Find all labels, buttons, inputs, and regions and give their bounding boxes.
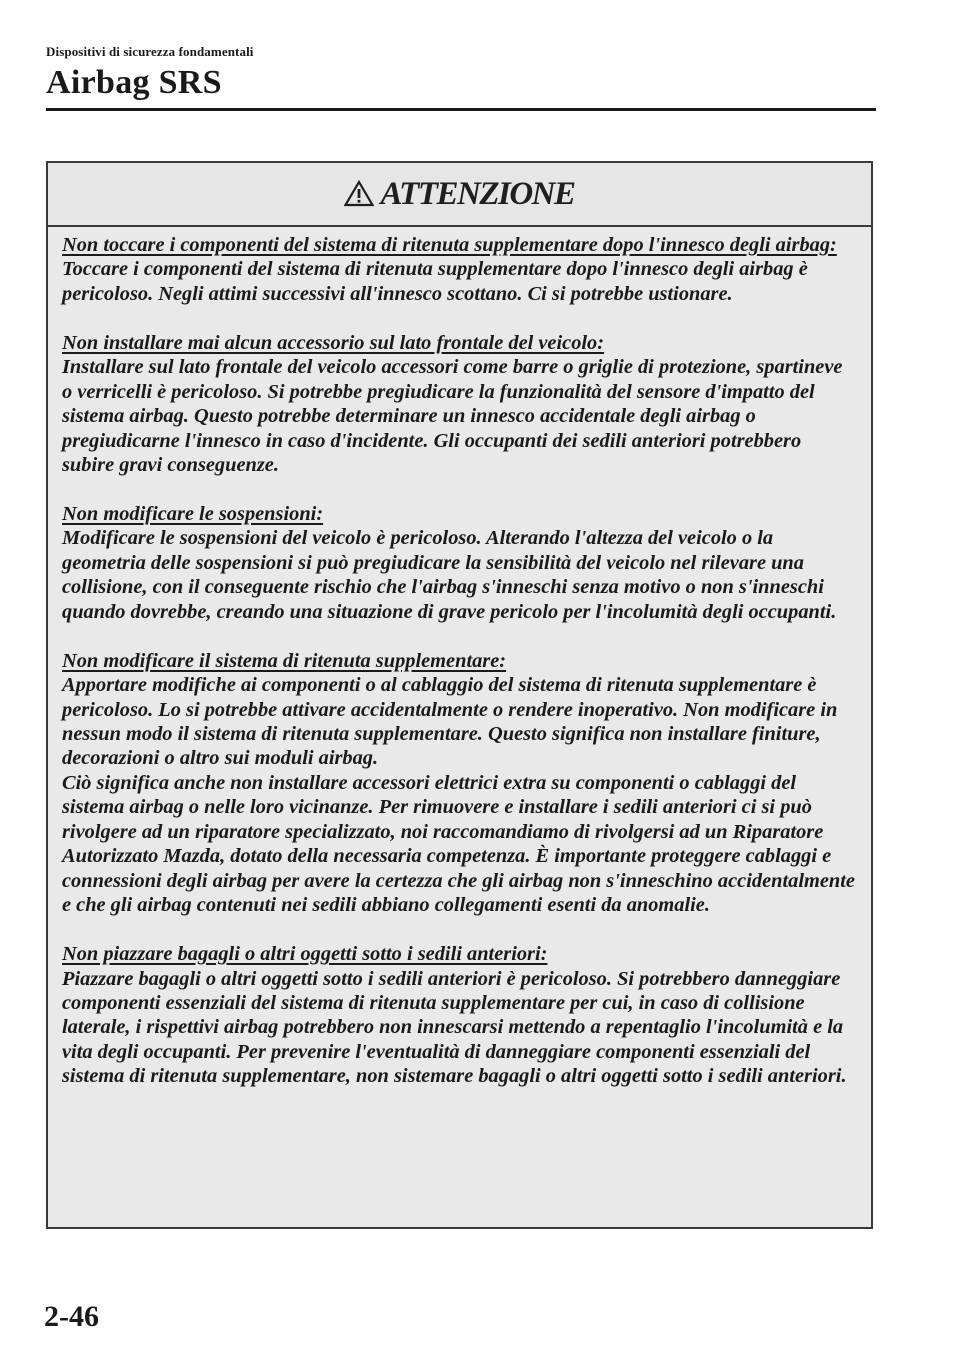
section-heading: Non toccare i componenti del sistema di ritenuta supplementare dopo l'innesco degli airbag:: [62, 234, 837, 256]
section-body: Toccare i componenti del sistema di ritenuta supplementare dopo l'innesco degli airbag è pericoloso. Negli attimi successivi all'innesco scottano. Ci si potrebbe ustionare.: [62, 258, 808, 305]
section-body: Piazzare bagagli o altri oggetti sotto i sedili anteriori è pericoloso. Si potrebbero danneggiare componenti essenziali del sistema di ritenuta supplementare per cui, in caso di collisione laterale, i rispettivi airbag potrebbero non innescarsi mettendo a repentaglio l'incolumità e la vita degli occupanti. Per prevenire l'eventualità di danneggiare componenti essenziali del sistema di ritenuta supplementare, non sistemare bagagli o altri oggetti sotto i sedili anteriori.: [62, 967, 847, 1088]
section-body: Modificare le sospensioni del veicolo è pericoloso. Alterando l'altezza del veicolo o la geometria delle sospensioni si può pregiudicare la sensibilità del veicolo nel rilevare una collisione, con il conseguente rischio che l'airbag s'inneschi senza motivo o non s'inneschi quando dovrebbe, creando una situazione di grave pericolo per l'incolumità degli occupanti.: [62, 527, 837, 623]
header-divider: [46, 108, 876, 111]
warning-section: [62, 502, 857, 624]
section-heading: Non piazzare bagagli o altri oggetti sotto i sedili anteriori:: [62, 943, 548, 966]
section-label: Dispositivi di sicurezza fondamentali: [46, 44, 254, 59]
page-number: 2-46: [44, 1300, 99, 1333]
section-body: Installare sul lato frontale del veicolo accessori come barre o griglie di protezione, spartineve o verricelli è pericoloso. Si potrebbe pregiudicare la funzionalità del sensore d'impatto del sistema airbag. Questo potrebbe determinare un innesco accidentale degli airbag o pregiudicarne l'innesco in caso d'incidente. Gli occupanti dei sedili anteriori potrebbero subire gravi conseguenze.: [62, 356, 843, 477]
warning-section: [62, 942, 857, 1089]
page-title: Airbag SRS: [46, 64, 222, 101]
warning-box: [46, 161, 873, 1229]
warning-label: ATTENZIONE: [380, 175, 575, 212]
section-body-continued: Ciò significa anche non installare accessori elettrici extra su componenti o cablaggi del sistema airbag o nelle loro vicinanze. Per rimuovere e installare i sedili anteriori ci si può rivolgere ad un riparatore specializzato, noi raccomandiamo di rivolgersi ad un Riparatore Autorizzato Mazda, dotato della necessaria competenza. È importante proteggere cablaggi e connessioni degli airbag per avere la certezza che gli airbag non s'inneschino accidentalmente e che gli airbag contenuti nei sedili abbiano collegamenti esenti da anomalie.: [62, 771, 855, 917]
section-heading: Non installare mai alcun accessorio sul lato frontale del veicolo:: [62, 331, 605, 354]
warning-header: [48, 163, 871, 227]
section-heading: Non modificare il sistema di ritenuta supplementare:: [62, 649, 507, 672]
warning-section: [62, 233, 857, 306]
warning-section: [62, 331, 857, 478]
section-heading: Non modificare le sospensioni:: [62, 502, 324, 525]
warning-body: [48, 227, 871, 1089]
warning-section: [62, 649, 857, 918]
warning-triangle-icon: [344, 180, 374, 207]
section-body: Apportare modifiche ai componenti o al cablaggio del sistema di ritenuta supplementare è pericoloso. Lo si potrebbe attivare accidentalmente o rendere inoperativo. Non modificare in nessun modo il sistema di ritenuta supplementare. Questo significa non installare finiture, decorazioni o altro sui moduli airbag.: [62, 674, 838, 770]
